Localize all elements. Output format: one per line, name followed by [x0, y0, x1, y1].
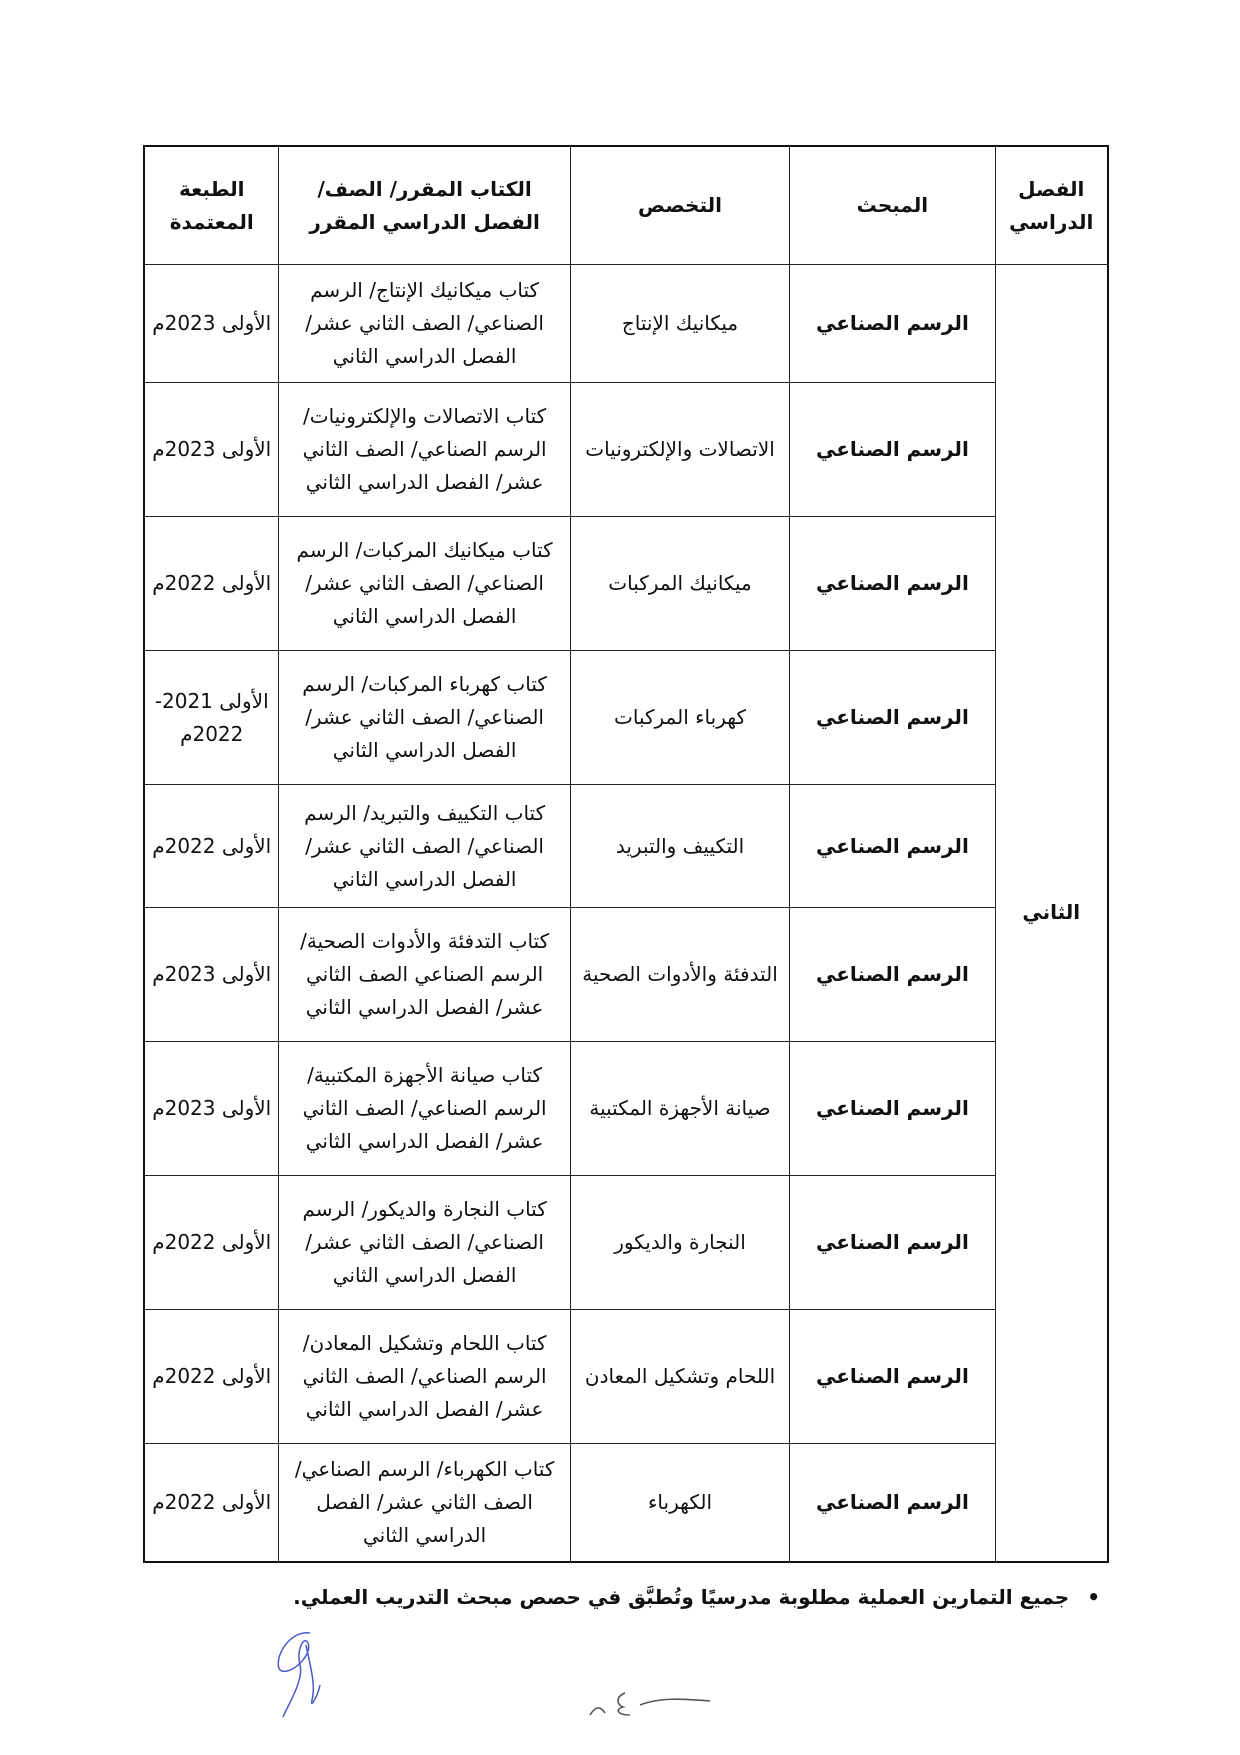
- edition-cell: الأولى 2023م: [144, 1042, 279, 1176]
- subject-cell: الرسم الصناعي: [790, 1042, 995, 1176]
- specialty-cell: التدفئة والأدوات الصحية: [570, 908, 790, 1042]
- specialty-cell: النجارة والديكور: [570, 1176, 790, 1310]
- table-row: [144, 517, 1108, 651]
- footnote: [293, 1585, 1100, 1609]
- curriculum-table: [143, 145, 1109, 1563]
- table-row: [144, 1042, 1108, 1176]
- subject-cell: الرسم الصناعي: [790, 651, 995, 785]
- book-cell: كتاب اللحام وتشكيل المعادن/ الرسم الصناعي/ الصف الثاني عشر/ الفصل الدراسي الثاني: [279, 1310, 570, 1444]
- table-row: [144, 651, 1108, 785]
- specialty-cell: الاتصالات والإلكترونيات: [570, 383, 790, 517]
- bullet-icon: •: [1087, 1585, 1100, 1609]
- edition-cell: الأولى 2022م: [144, 517, 279, 651]
- header-edition: الطبعة المعتمدة: [144, 146, 279, 265]
- subject-cell: الرسم الصناعي: [790, 1444, 995, 1562]
- table-row: [144, 785, 1108, 908]
- subject-cell: الرسم الصناعي: [790, 1176, 995, 1310]
- specialty-cell: صيانة الأجهزة المكتبية: [570, 1042, 790, 1176]
- book-cell: كتاب الكهرباء/ الرسم الصناعي/ الصف الثاني عشر/ الفصل الدراسي الثاني: [279, 1444, 570, 1562]
- table-row: [144, 265, 1108, 383]
- book-cell: كتاب التكييف والتبريد/ الرسم الصناعي/ الصف الثاني عشر/ الفصل الدراسي الثاني: [279, 785, 570, 908]
- subject-cell: الرسم الصناعي: [790, 1310, 995, 1444]
- edition-cell: الأولى 2021-2022م: [144, 651, 279, 785]
- edition-cell: الأولى 2022م: [144, 1310, 279, 1444]
- semester-cell: الثاني: [995, 265, 1108, 1562]
- footnote-text: جميع التمارين العملية مطلوبة مدرسيًا وتُطبَّق في حصص مبحث التدريب العملي.: [293, 1585, 1070, 1609]
- edition-cell: الأولى 2022م: [144, 1176, 279, 1310]
- book-cell: كتاب النجارة والديكور/ الرسم الصناعي/ الصف الثاني عشر/ الفصل الدراسي الثاني: [279, 1176, 570, 1310]
- subject-cell: الرسم الصناعي: [790, 908, 995, 1042]
- edition-cell: الأولى 2023م: [144, 908, 279, 1042]
- specialty-cell: ميكانيك المركبات: [570, 517, 790, 651]
- page-mark: [585, 1685, 745, 1720]
- table-row: [144, 1310, 1108, 1444]
- book-cell: كتاب التدفئة والأدوات الصحية/ الرسم الصناعي الصف الثاني عشر/ الفصل الدراسي الثاني: [279, 908, 570, 1042]
- table-row: [144, 1444, 1108, 1562]
- signature: [268, 1625, 358, 1720]
- specialty-cell: ميكانيك الإنتاج: [570, 265, 790, 383]
- specialty-cell: التكييف والتبريد: [570, 785, 790, 908]
- book-cell: كتاب كهرباء المركبات/ الرسم الصناعي/ الصف الثاني عشر/ الفصل الدراسي الثاني: [279, 651, 570, 785]
- specialty-cell: كهرباء المركبات: [570, 651, 790, 785]
- header-book: الكتاب المقرر/ الصف/ الفصل الدراسي المقرر: [279, 146, 570, 265]
- table-row: [144, 1176, 1108, 1310]
- table-row: [144, 383, 1108, 517]
- table-row: [144, 908, 1108, 1042]
- specialty-cell: اللحام وتشكيل المعادن: [570, 1310, 790, 1444]
- header-specialty: التخصص: [570, 146, 790, 265]
- subject-cell: الرسم الصناعي: [790, 265, 995, 383]
- book-cell: كتاب ميكانيك المركبات/ الرسم الصناعي/ الصف الثاني عشر/ الفصل الدراسي الثاني: [279, 517, 570, 651]
- header-subject: المبحث: [790, 146, 995, 265]
- edition-cell: الأولى 2023م: [144, 265, 279, 383]
- edition-cell: الأولى 2023م: [144, 383, 279, 517]
- subject-cell: الرسم الصناعي: [790, 517, 995, 651]
- edition-cell: الأولى 2022م: [144, 1444, 279, 1562]
- book-cell: كتاب ميكانيك الإنتاج/ الرسم الصناعي/ الصف الثاني عشر/ الفصل الدراسي الثاني: [279, 265, 570, 383]
- edition-cell: الأولى 2022م: [144, 785, 279, 908]
- table-header-row: [144, 146, 1108, 265]
- subject-cell: الرسم الصناعي: [790, 383, 995, 517]
- book-cell: كتاب الاتصالات والإلكترونيات/ الرسم الصناعي/ الصف الثاني عشر/ الفصل الدراسي الثاني: [279, 383, 570, 517]
- header-semester: الفصل الدراسي: [995, 146, 1108, 265]
- subject-cell: الرسم الصناعي: [790, 785, 995, 908]
- specialty-cell: الكهرباء: [570, 1444, 790, 1562]
- book-cell: كتاب صيانة الأجهزة المكتبية/ الرسم الصناعي/ الصف الثاني عشر/ الفصل الدراسي الثاني: [279, 1042, 570, 1176]
